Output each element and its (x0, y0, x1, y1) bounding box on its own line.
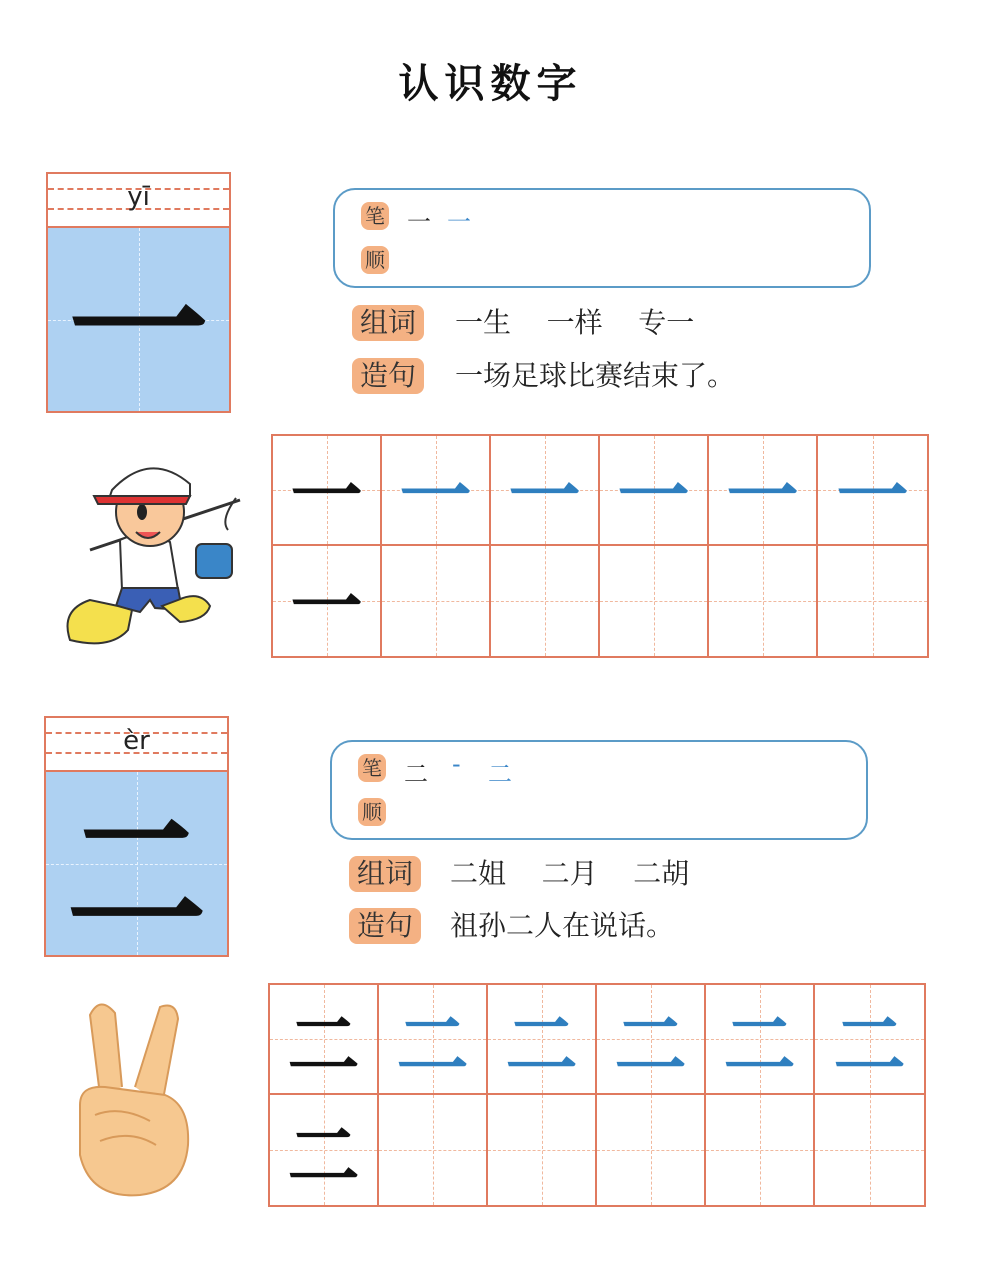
practice-grid-er (268, 983, 926, 1207)
stroke-order-box (330, 740, 868, 840)
grid-cell[interactable] (491, 546, 600, 656)
sentence-label: 造句 (349, 908, 421, 944)
stroke-step: 一 (447, 208, 471, 236)
stroke-step: - (452, 750, 461, 778)
grid-cell[interactable]: 一 (273, 436, 382, 546)
big-character: 二 (66, 793, 207, 957)
stroke-step: 二 (488, 760, 512, 788)
stroke-label-top: 笔 (358, 754, 386, 782)
word-list: 一生 一样 专一 (455, 306, 695, 339)
words-label: 组词 (352, 305, 424, 341)
grid-cell[interactable]: 一 (491, 436, 600, 546)
stroke-step: 二 (404, 760, 428, 788)
grid-cell[interactable]: 一 (709, 436, 818, 546)
grid-cell[interactable] (709, 546, 818, 656)
page-title: 认识数字 (398, 61, 583, 107)
example-sentence: 祖孙二人在说话。 (450, 909, 675, 942)
grid-cell[interactable]: 一 (382, 436, 491, 546)
grid-cell[interactable] (818, 546, 927, 656)
big-character: 一 (68, 249, 209, 413)
words-label: 组词 (349, 856, 421, 892)
grid-cell[interactable]: 二 (270, 985, 379, 1095)
grid-cell[interactable]: 一 (600, 436, 709, 546)
word-list: 二姐 二月 二胡 (450, 857, 690, 890)
grid-cell[interactable] (600, 546, 709, 656)
grid-cell[interactable]: 二 (488, 985, 597, 1095)
character-display (48, 226, 229, 411)
grid-cell[interactable] (815, 1095, 924, 1205)
stroke-label-top: 笔 (361, 202, 389, 230)
two-fingers-hand-icon (60, 995, 210, 1205)
grid-cell[interactable] (382, 546, 491, 656)
grid-cell[interactable] (597, 1095, 706, 1205)
character-card-er (44, 716, 229, 957)
stroke-step: 一 (407, 208, 431, 236)
boy-running-icon (50, 450, 250, 650)
grid-cell[interactable]: 二 (597, 985, 706, 1095)
character-display (46, 770, 227, 955)
grid-cell[interactable] (379, 1095, 488, 1205)
pinyin-label: èr (123, 726, 150, 756)
grid-cell[interactable] (488, 1095, 597, 1205)
grid-cell[interactable] (706, 1095, 815, 1205)
stroke-label-bottom: 顺 (361, 246, 389, 274)
grid-cell[interactable]: 一 (818, 436, 927, 546)
grid-cell[interactable]: 二 (706, 985, 815, 1095)
stroke-label-bottom: 顺 (358, 798, 386, 826)
sentence-label: 造句 (352, 358, 424, 394)
grid-cell[interactable]: 二 (270, 1095, 379, 1205)
practice-grid-yi (271, 434, 929, 658)
example-sentence: 一场足球比赛结束了。 (455, 359, 736, 392)
grid-cell[interactable]: 二 (379, 985, 488, 1095)
grid-cell[interactable]: 一 (273, 546, 382, 656)
stroke-order-box (333, 188, 871, 288)
character-card-yi (46, 172, 231, 413)
grid-cell[interactable]: 二 (815, 985, 924, 1095)
pinyin-label: yī (127, 182, 150, 212)
